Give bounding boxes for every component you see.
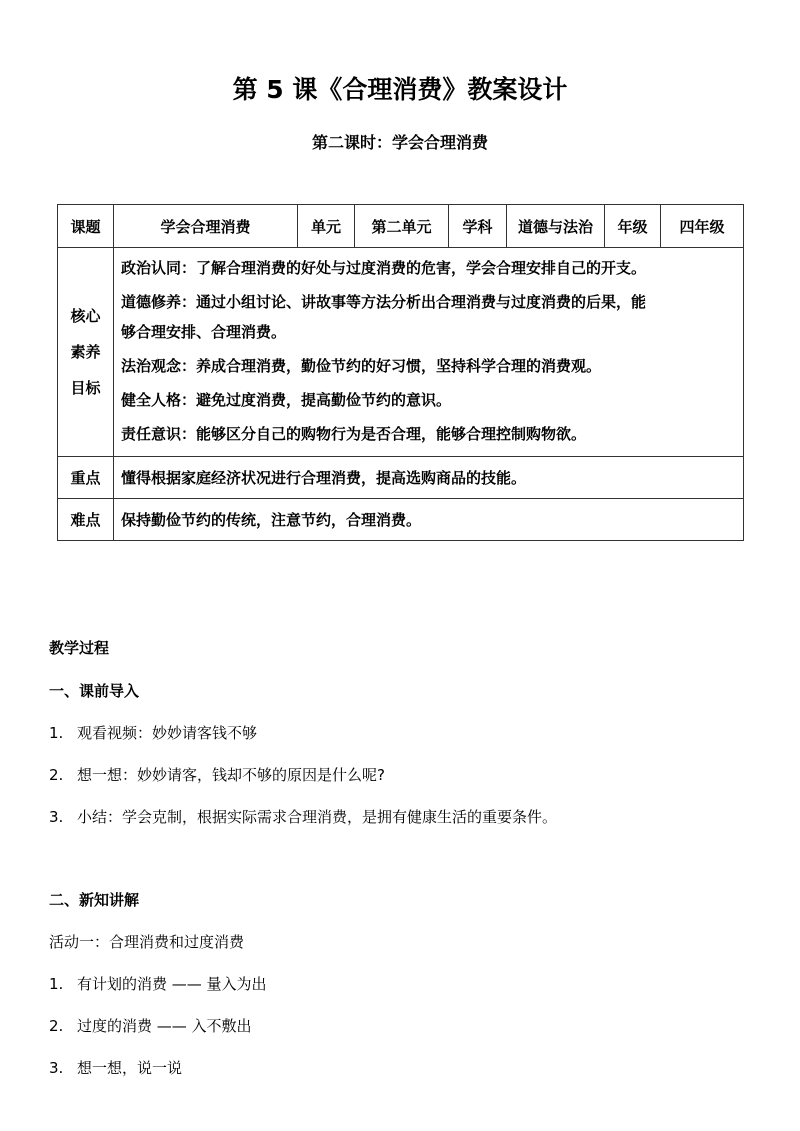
goal-line: 政治认同：了解合理消费的好处与过度消费的危害，学会合理安排自己的开支。	[121, 259, 647, 277]
list-item-text: 想一想：妙妙请客，钱却不够的原因是什么呢?	[77, 766, 385, 784]
goal-line: 法治观念：养成合理消费，勤俭节约的好习惯，坚持科学合理的消费观。	[121, 357, 602, 375]
list-item-text: 想一想，说一说	[77, 1059, 183, 1077]
list-item	[49, 973, 267, 995]
unit-value: 第二单元	[355, 205, 449, 248]
goal-line: 责任意识：能够区分自己的购物行为是否合理，能够合理控制购物欲。	[121, 425, 587, 443]
topic-value: 学会合理消费	[114, 205, 298, 248]
difficulty-value: 保持勤俭节约的传统，注意节约，合理消费。	[114, 499, 744, 541]
list-item-number: 2.	[49, 766, 64, 784]
lesson-info-table	[57, 204, 744, 541]
topic-label: 课题	[58, 205, 114, 248]
activity-title: 活动一：合理消费和过度消费	[49, 933, 245, 951]
subject-value: 道德与法治	[507, 205, 605, 248]
table-row-topic	[58, 205, 744, 248]
core-goals-label-line: 目标	[70, 379, 101, 397]
list-item	[49, 764, 385, 786]
key-point-label: 重点	[58, 457, 114, 499]
grade-value: 四年级	[661, 205, 744, 248]
grade-label: 年级	[605, 205, 661, 248]
list-item	[49, 1057, 182, 1079]
section-2-title: 二、新知讲解	[49, 891, 140, 909]
list-item-number: 1.	[49, 724, 64, 742]
list-item-text: 小结：学会克制，根据实际需求合理消费，是拥有健康生活的重要条件。	[77, 808, 558, 826]
table-row-core-goals	[58, 248, 744, 457]
document-title: 第 5 课《合理消费》教案设计	[232, 75, 568, 104]
list-item-number: 2.	[49, 1017, 64, 1035]
table-row-difficulty	[58, 499, 744, 541]
list-item	[49, 1015, 252, 1037]
list-item-text: 有计划的消费 —— 量入为出	[77, 975, 267, 993]
list-item-number: 3.	[49, 808, 64, 826]
core-goals-label-line: 素养	[70, 343, 101, 361]
list-item-number: 3.	[49, 1059, 64, 1077]
key-point-value: 懂得根据家庭经济状况进行合理消费，提高选购商品的技能。	[114, 457, 744, 499]
goal-line: 够合理安排、合理消费。	[121, 323, 287, 341]
list-item	[49, 806, 557, 828]
document-subtitle: 第二课时：学会合理消费	[311, 133, 488, 152]
core-goals-label	[58, 248, 114, 457]
goal-line: 健全人格：避免过度消费，提高勤俭节约的意识。	[121, 391, 452, 409]
subject-label: 学科	[449, 205, 507, 248]
goal-line: 道德修养：通过小组讨论、讲故事等方法分析出合理消费与过度消费的后果，能	[121, 293, 647, 311]
core-goals-content	[114, 248, 744, 457]
table-row-key-point	[58, 457, 744, 499]
list-item	[49, 722, 257, 744]
list-item-number: 1.	[49, 975, 64, 993]
section-1-title: 一、课前导入	[49, 682, 140, 700]
teaching-process-heading: 教学过程	[49, 639, 110, 657]
list-item-text: 观看视频：妙妙请客钱不够	[77, 724, 258, 742]
difficulty-label: 难点	[58, 499, 114, 541]
unit-label: 单元	[298, 205, 355, 248]
list-item-text: 过度的消费 —— 入不敷出	[77, 1017, 252, 1035]
core-goals-label-line: 核心	[70, 307, 101, 325]
